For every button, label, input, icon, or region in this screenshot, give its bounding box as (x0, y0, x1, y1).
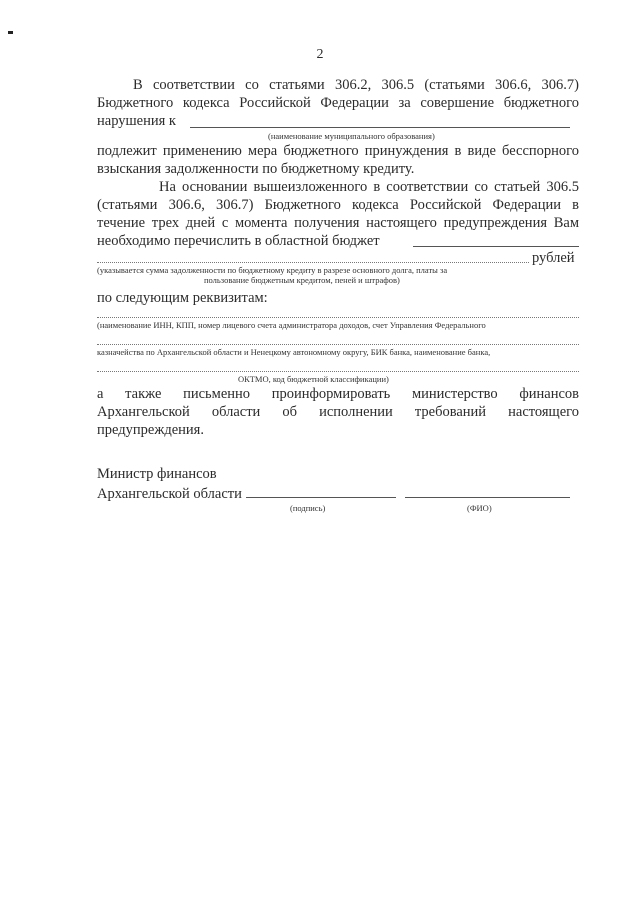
requisites-label: по следующим реквизитам: (97, 290, 268, 306)
budget-amount-blank-1 (413, 246, 579, 247)
requisites-blank-3 (97, 371, 579, 372)
page-number: 2 (316, 47, 324, 62)
basis-line-4: необходимо перечислить в областной бюджет (97, 233, 380, 249)
caption-requisites-2: казначейства по Архангельской области и Ненецкому автономному округу, БИК банка, наименование банка, (97, 347, 491, 357)
caption-requisites-1: (наименование ИНН, КПП, номер лицевого счета администратора доходов, счет Управления Федерального (97, 320, 486, 330)
intro-line-1: В соответствии со статьями 306.2, 306.5 (статьями 306.6, 306.7) (133, 77, 579, 93)
closing-line-2: Архангельской области об исполнении требований настоящего (97, 404, 579, 420)
budget-amount-blank-2 (97, 262, 529, 263)
caption-requisites-3: ОКТМО, код бюджетной классификации) (238, 374, 389, 384)
basis-line-3: течение трех дней с момента получения настоящего предупреждения Вам (97, 215, 579, 231)
basis-line-1: На основании вышеизложенного в соответствии со статьей 306.5 (159, 179, 579, 195)
signatory-title-line-2: Архангельской области (97, 486, 242, 502)
caption-sum-line-2: пользование бюджетным кредитом, пеней и штрафов) (204, 275, 400, 285)
scan-mark (8, 31, 13, 34)
closing-line-3: предупреждения. (97, 422, 204, 438)
caption-name: (ФИО) (467, 503, 492, 513)
caption-municipality: (наименование муниципального образования) (268, 131, 435, 141)
municipality-blank-line (190, 127, 570, 128)
requisites-blank-1 (97, 317, 579, 318)
signature-blank-line (246, 497, 396, 498)
intro-after-line-2: взыскания задолженности по бюджетному кредиту. (97, 161, 415, 177)
currency-label: рублей (532, 250, 575, 266)
basis-line-2: (статьями 306.6, 306.7) Бюджетного кодекса Российской Федерации в (97, 197, 579, 213)
caption-signature: (подпись) (290, 503, 326, 513)
intro-line-3: нарушения к (97, 113, 176, 129)
intro-line-2: Бюджетного кодекса Российской Федерации за совершение бюджетного (97, 95, 579, 111)
name-blank-line (405, 497, 570, 498)
requisites-blank-2 (97, 344, 579, 345)
closing-line-1: а также письменно проинформировать министерство финансов (97, 386, 579, 402)
caption-sum-line-1: (указывается сумма задолженности по бюджетному кредиту в разрезе основного долга, платы за (97, 265, 448, 275)
signatory-title-line-1: Министр финансов (97, 466, 217, 482)
intro-after-line-1: подлежит применению мера бюджетного принуждения в виде бесспорного (97, 143, 579, 159)
